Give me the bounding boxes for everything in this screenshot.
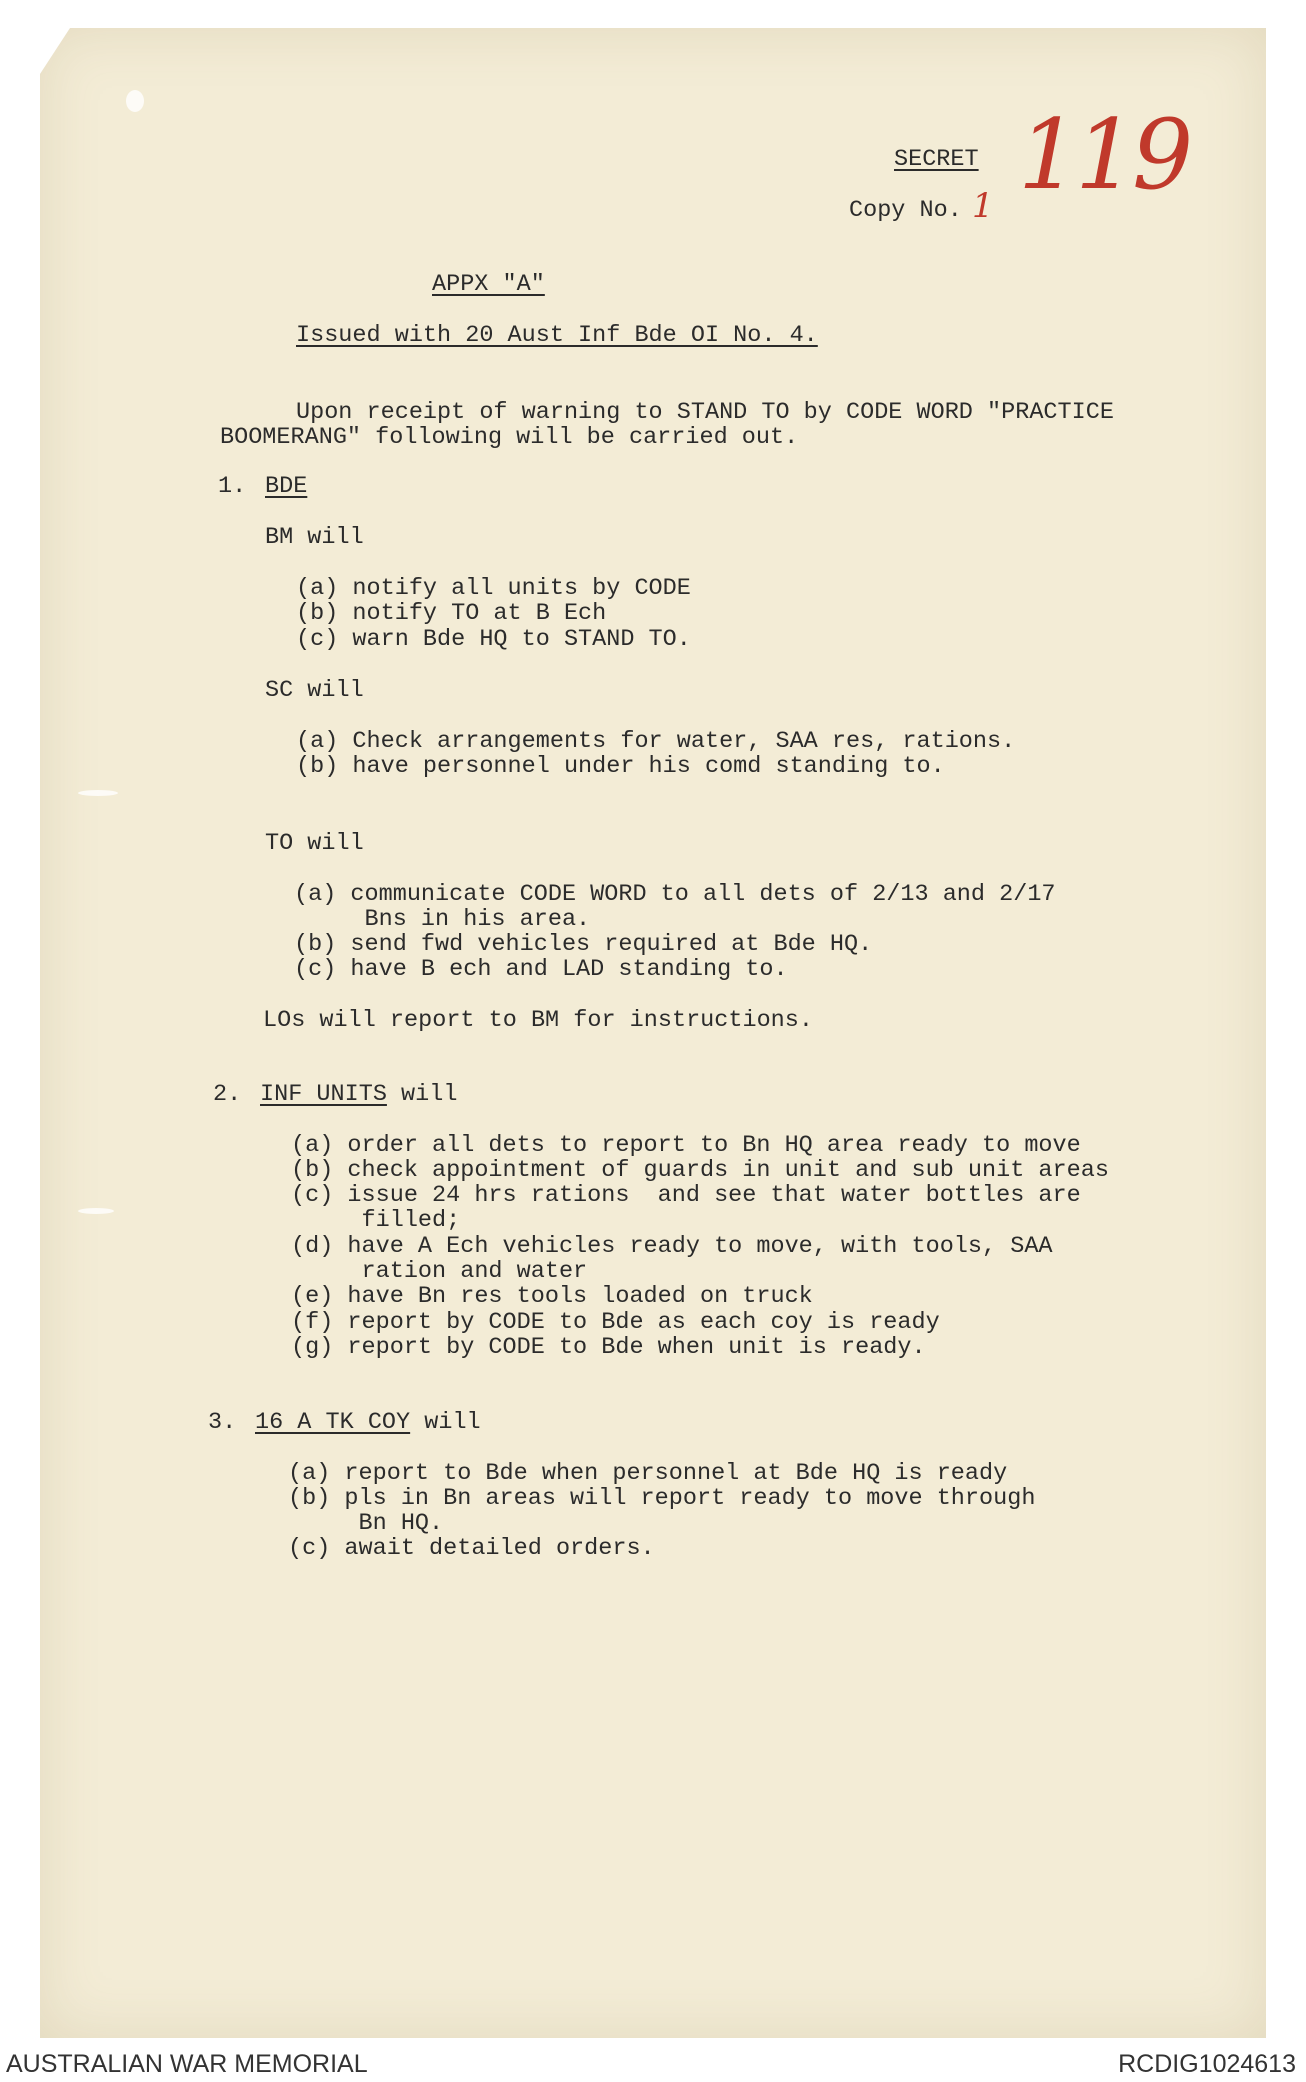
bm-item: (a) notify all units by CODE [296, 575, 691, 602]
section-2-heading-line [260, 1082, 457, 1108]
inf-item: (a) order all dets to report to Bn HQ area ready to move [291, 1132, 1081, 1159]
atk-item: (c) await detailed orders. [288, 1535, 655, 1562]
inf-item: (e) have Bn res tools loaded on truck [291, 1283, 813, 1310]
footer-institution: AUSTRALIAN WAR MEMORIAL [6, 2050, 368, 2078]
section-3-number: 3. [208, 1409, 237, 1436]
sc-item: (a) Check arrangements for water, SAA res, rations. [296, 728, 1016, 755]
to-item: Bns in his area. [294, 906, 591, 933]
atk-item: (a) report to Bde when personnel at Bde HQ is ready [288, 1460, 1008, 1487]
inf-item: (g) report by CODE to Bde when unit is ready. [291, 1334, 926, 1361]
inf-item: (b) check appointment of guards in unit and sub unit areas [291, 1157, 1109, 1184]
bm-heading: BM will [265, 524, 364, 551]
section-2-heading-suffix: will [386, 1081, 458, 1108]
folio-number: 119 [1018, 99, 1190, 211]
atk-item: (b) pls in Bn areas will report ready to move through [288, 1485, 1036, 1512]
inf-item: (d) have A Ech vehicles ready to move, with tools, SAA [291, 1233, 1053, 1260]
to-item: (b) send fwd vehicles required at Bde HQ. [294, 931, 873, 958]
inf-item: (c) issue 24 hrs rations and see that water bottles are [291, 1182, 1081, 1209]
los-line: LOs will report to BM for instructions. [263, 1007, 813, 1034]
intro-line-2: BOOMERANG" following will be carried out. [220, 424, 799, 451]
atk-item: Bn HQ. [288, 1510, 444, 1537]
inf-item: (f) report by CODE to Bde as each coy is ready [291, 1309, 940, 1336]
folded-corner [40, 28, 70, 74]
sc-heading: SC will [265, 677, 364, 704]
paper-blemish [78, 1208, 114, 1214]
archive-footer [0, 2040, 1306, 2082]
footer-record-id: RCDIG1024613 [1118, 2050, 1296, 2078]
appendix-title: APPX "A" [432, 271, 545, 298]
inf-item: filled; [291, 1207, 461, 1234]
section-1-number: 1. [218, 473, 247, 500]
section-1-heading: BDE [265, 473, 308, 500]
paper-blemish [78, 790, 118, 796]
inf-item: ration and water [291, 1258, 588, 1285]
to-item: (a) communicate CODE WORD to all dets of 2/13 and 2/17 [294, 881, 1056, 908]
bm-item: (c) warn Bde HQ to STAND TO. [296, 626, 691, 653]
sc-item: (b) have personnel under his comd standing to. [296, 753, 945, 780]
section-3-heading-suffix: will [410, 1409, 481, 1436]
intro-line-1: Upon receipt of warning to STAND TO by CODE WORD "PRACTICE [296, 399, 1114, 426]
section-3-heading: 16 A TK COY [255, 1409, 411, 1436]
section-2-heading: INF UNITS [260, 1081, 387, 1108]
issued-with-line: Issued with 20 Aust Inf Bde OI No. 4. [296, 322, 818, 349]
paper-blemish [126, 90, 144, 112]
copy-label: Copy No. [849, 197, 962, 224]
copy-number: 1 [972, 186, 994, 226]
classification-marking: SECRET [894, 146, 979, 173]
to-item: (c) have B ech and LAD standing to. [294, 956, 788, 983]
to-heading: TO will [265, 830, 364, 857]
section-2-number: 2. [213, 1081, 242, 1108]
bm-item: (b) notify TO at B Ech [296, 600, 607, 627]
section-3-heading-line [255, 1410, 481, 1436]
